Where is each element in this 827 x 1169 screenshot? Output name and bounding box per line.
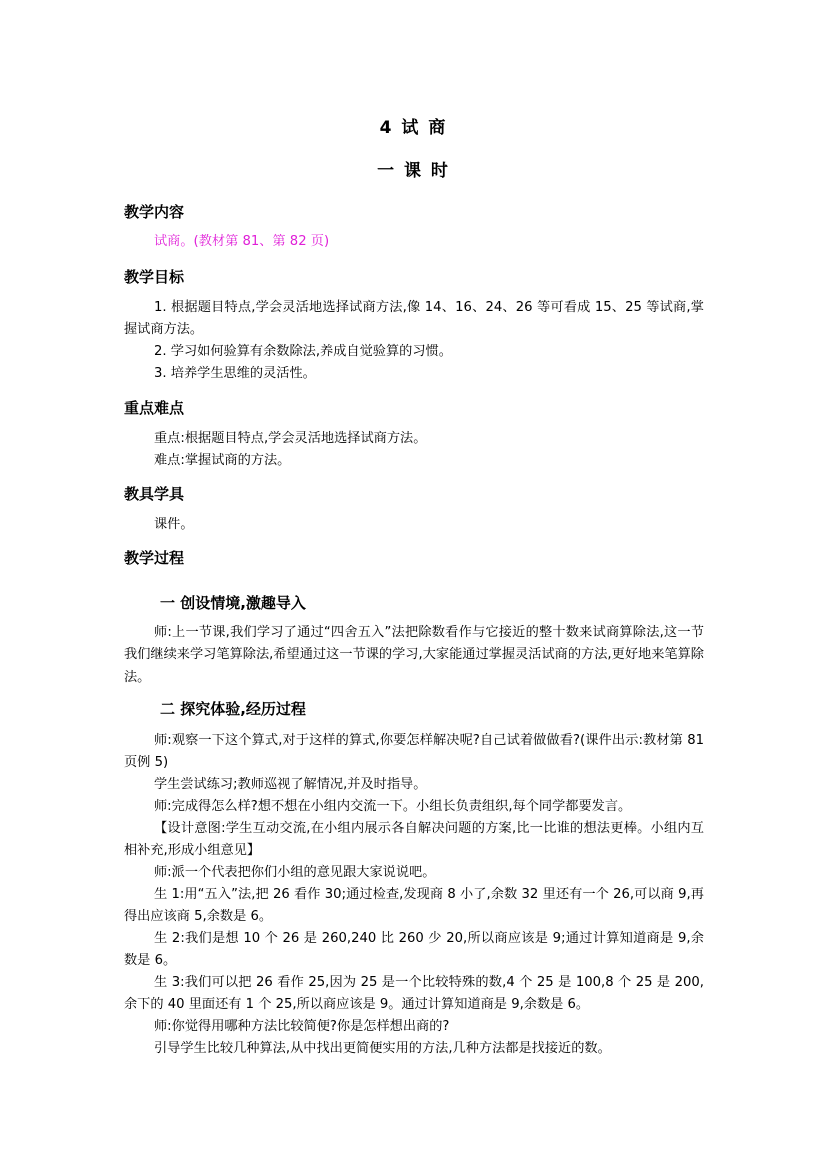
heading-content: 教学内容 (124, 203, 185, 221)
process-part1-heading: 一 创设情境,激趣导入 (160, 594, 306, 612)
goal-item-1: 1. 根据题目特点,学会灵活地选择试商方法,像 14、16、24、26 等可看成 15、25 等试商,掌握试商方法。 (124, 300, 704, 338)
goal-item-2: 2. 学习如何验算有余数除法,养成自觉验算的习惯。 (154, 344, 452, 359)
paragraph: 师:完成得怎么样?想不想在小组内交流一下。小组长负责组织,每个同学都要发言。 (154, 799, 632, 814)
paragraph: 师:观察一下这个算式,对于这样的算式,你要怎样解决呢?自己试着做做看?(课件出示:教材第 81 页例 5) (124, 733, 704, 771)
key-point-item-1: 重点:根据题目特点,学会灵活地选择试商方法。 (154, 431, 427, 446)
lesson-title: 4 试 商 (379, 118, 448, 138)
key-point-item-2: 难点:掌握试商的方法。 (154, 453, 291, 468)
paragraph: 生 1:用“五入”法,把 26 看作 30;通过检查,发现商 8 小了,余数 32 里还有一个 26,可以商 9,再得出应该商 5,余数是 6。 (124, 887, 704, 925)
paragraph: 生 2:我们是想 10 个 26 是 260,240 比 260 少 20,所以商应该是 9;通过计算知道商是 9,余数是 6。 (124, 931, 704, 969)
content-text: 试商。(教材第 81、第 82 页) (154, 234, 330, 249)
heading-goals: 教学目标 (124, 268, 185, 286)
paragraph: 师:你觉得用哪种方法比较简便?你是怎样想出商的? (154, 1019, 450, 1034)
process-part2-heading: 二 探究体验,经历过程 (160, 700, 306, 718)
lesson-subtitle: 一 课 时 (377, 161, 450, 181)
paragraph: 师:上一节课,我们学习了通过“四舍五入”法把除数看作与它接近的整十数来试商算除法,这一节我们继续来学习笔算除法,希望通过这一节课的学习,大家能通过掌握灵活试商的方法,更好地来笔算除法。 (124, 625, 704, 685)
heading-key-points: 重点难点 (124, 399, 185, 417)
paragraph: 生 3:我们可以把 26 看作 25,因为 25 是一个比较特殊的数,4 个 25 是 100,8 个 25 是 200,余下的 40 里面还有 1 个 25,所以商应该是 9。通过计算知道商是 9,余数是 6。 (124, 975, 704, 1013)
paragraph: 引导学生比较几种算法,从中找出更简便实用的方法,几种方法都是找接近的数。 (154, 1041, 611, 1056)
tools-text: 课件。 (154, 517, 194, 532)
heading-process: 教学过程 (124, 549, 185, 567)
paragraph: 师:派一个代表把你们小组的意见跟大家说说吧。 (154, 865, 436, 880)
goal-item-3: 3. 培养学生思维的灵活性。 (154, 366, 316, 381)
paragraph: 【设计意图:学生互动交流,在小组内展示各自解决问题的方案,比一比谁的想法更棒。小组内互相补充,形成小组意见】 (124, 821, 704, 859)
paragraph: 学生尝试练习;教师巡视了解情况,并及时指导。 (154, 777, 427, 792)
heading-tools: 教具学具 (124, 485, 185, 503)
